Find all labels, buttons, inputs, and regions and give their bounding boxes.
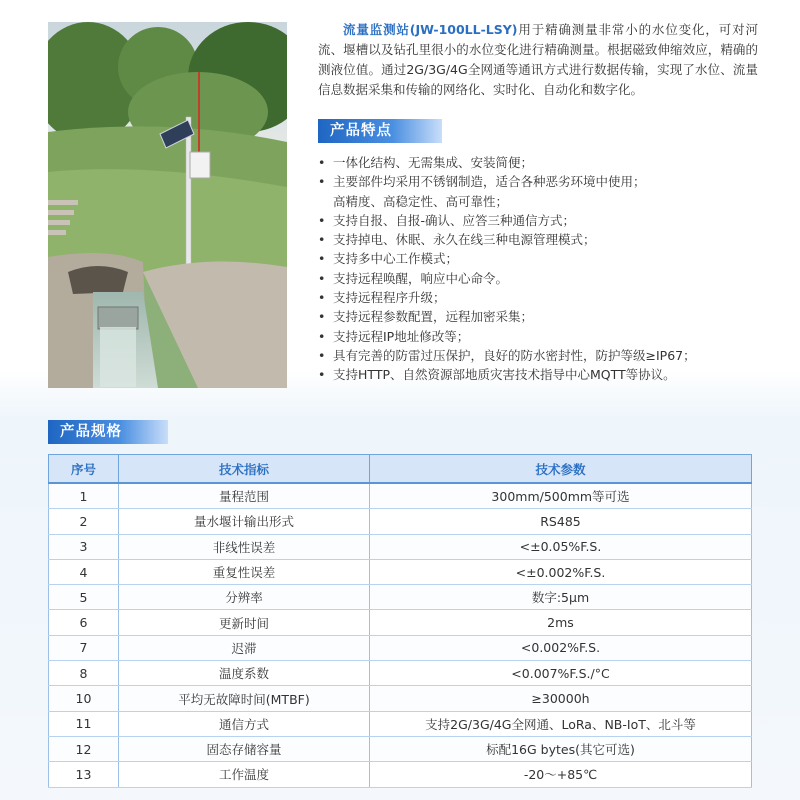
row-index: 7 bbox=[49, 635, 119, 660]
row-indicator: 通信方式 bbox=[119, 711, 370, 736]
header-indicator: 技术指标 bbox=[119, 455, 370, 484]
row-indicator: 温度系数 bbox=[119, 661, 370, 686]
row-index: 13 bbox=[49, 762, 119, 787]
product-name: 流量监测站(JW-100LL-LSY) bbox=[343, 22, 518, 37]
feature-item: • 一体化结构、无需集成、安装简便； bbox=[318, 153, 758, 172]
table-header-row bbox=[49, 455, 752, 484]
row-parameter: ≥30000h bbox=[370, 686, 752, 711]
feature-item: • 支持远程参数配置，远程加密采集； bbox=[318, 307, 758, 326]
row-indicator: 量程范围 bbox=[119, 483, 370, 509]
row-parameter: 支持2G/3G/4G全网通、LoRa、NB-IoT、北斗等 bbox=[370, 711, 752, 736]
specs-heading: 产品规格 bbox=[48, 420, 168, 444]
table-row bbox=[49, 762, 752, 787]
row-indicator: 分辨率 bbox=[119, 585, 370, 610]
feature-item: • 主要部件均采用不锈钢制造，适合各种恶劣环境中使用； bbox=[318, 172, 758, 191]
row-parameter: <±0.05%F.S. bbox=[370, 534, 752, 559]
table-row bbox=[49, 661, 752, 686]
row-parameter: 2ms bbox=[370, 610, 752, 635]
feature-item: • 具有完善的防雷过压保护，良好的防水密封性，防护等级≥IP67； bbox=[318, 346, 758, 365]
station-illustration bbox=[48, 22, 287, 388]
feature-item: • 支持HTTP、自然资源部地质灾害技术指导中心MQTT等协议。 bbox=[318, 365, 758, 384]
row-index: 5 bbox=[49, 585, 119, 610]
row-index: 6 bbox=[49, 610, 119, 635]
feature-item: 高精度、高稳定性、高可靠性； bbox=[333, 193, 509, 209]
row-index: 10 bbox=[49, 686, 119, 711]
row-parameter: -20～+85℃ bbox=[370, 762, 752, 787]
row-parameter: <0.002%F.S. bbox=[370, 635, 752, 660]
table-row bbox=[49, 585, 752, 610]
specs-body bbox=[49, 483, 752, 787]
row-index: 12 bbox=[49, 736, 119, 761]
row-indicator: 量水堰计输出形式 bbox=[119, 509, 370, 534]
row-index: 2 bbox=[49, 509, 119, 534]
row-index: 11 bbox=[49, 711, 119, 736]
product-intro bbox=[318, 20, 758, 100]
row-parameter: <0.007%F.S./°C bbox=[370, 661, 752, 686]
feature-item: • 支持远程唤醒，响应中心命令。 bbox=[318, 269, 758, 288]
row-indicator: 固态存储容量 bbox=[119, 736, 370, 761]
table-row bbox=[49, 559, 752, 584]
product-description: 用于精确测量非常小的水位变化，可对河流、堰槽以及钻孔里很小的水位变化进行精确测量。根据磁致伸缩效应，精确的测液位值。通过2G/3G/4G全网通等通讯方式进行数据传输，实现了水位、流量信息数据采集和传输的网络化、实时化、自动化和数字化。 bbox=[318, 22, 758, 97]
table-row bbox=[49, 686, 752, 711]
row-parameter: <±0.002%F.S. bbox=[370, 559, 752, 584]
row-index: 4 bbox=[49, 559, 119, 584]
row-parameter: 标配16G bytes(其它可选) bbox=[370, 736, 752, 761]
row-parameter: 300mm/500mm等可选 bbox=[370, 483, 752, 509]
feature-item: • 支持掉电、休眠、永久在线三种电源管理模式； bbox=[318, 230, 758, 249]
table-row bbox=[49, 534, 752, 559]
feature-item: • 支持多中心工作模式； bbox=[318, 249, 758, 268]
row-indicator: 迟滞 bbox=[119, 635, 370, 660]
row-parameter: RS485 bbox=[370, 509, 752, 534]
table-row bbox=[49, 635, 752, 660]
row-parameter: 数字:5μm bbox=[370, 585, 752, 610]
feature-item: • 支持远程IP地址修改等； bbox=[318, 327, 758, 346]
features-list bbox=[318, 153, 758, 385]
specs-table bbox=[48, 454, 752, 788]
row-index: 8 bbox=[49, 661, 119, 686]
row-index: 1 bbox=[49, 483, 119, 509]
station-photo bbox=[48, 22, 287, 388]
header-index: 序号 bbox=[49, 455, 119, 484]
table-row bbox=[49, 711, 752, 736]
row-indicator: 更新时间 bbox=[119, 610, 370, 635]
feature-item: • 支持远程程序升级； bbox=[318, 288, 758, 307]
table-row bbox=[49, 736, 752, 761]
row-indicator: 非线性误差 bbox=[119, 534, 370, 559]
row-index: 3 bbox=[49, 534, 119, 559]
row-indicator: 平均无故障时间(MTBF) bbox=[119, 686, 370, 711]
features-heading: 产品特点 bbox=[318, 119, 442, 143]
table-row bbox=[49, 509, 752, 534]
row-indicator: 重复性误差 bbox=[119, 559, 370, 584]
table-row bbox=[49, 483, 752, 509]
table-row bbox=[49, 610, 752, 635]
feature-item: • 支持自报、自报-确认、应答三种通信方式； bbox=[318, 211, 758, 230]
header-parameter: 技术参数 bbox=[370, 455, 752, 484]
row-indicator: 工作温度 bbox=[119, 762, 370, 787]
